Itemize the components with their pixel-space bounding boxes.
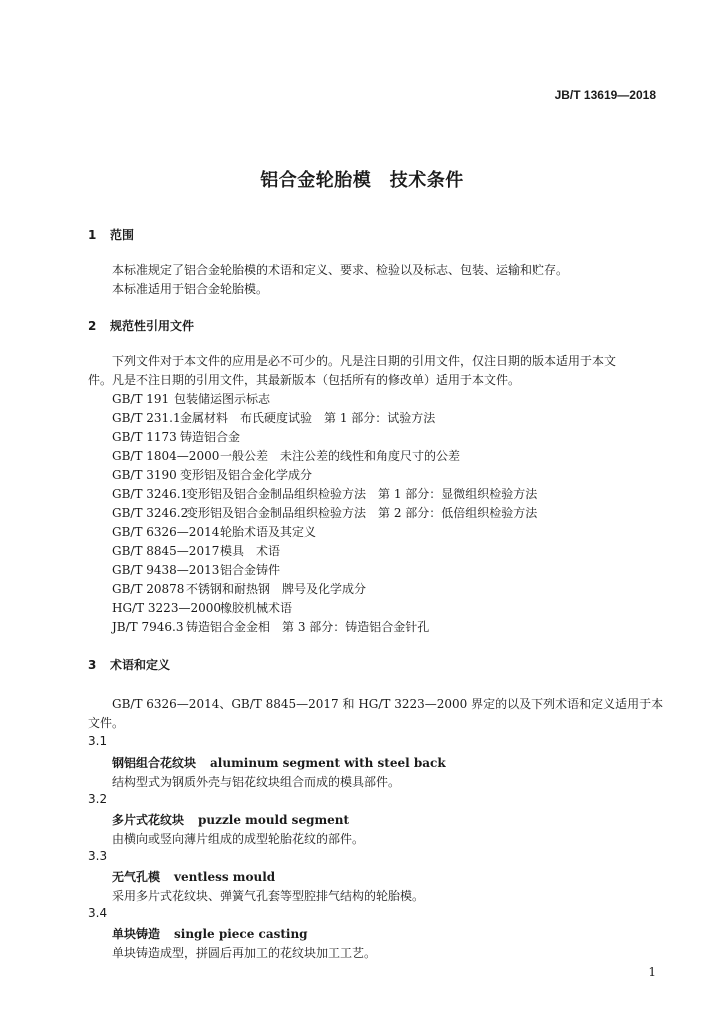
- paragraph: 下列文件对于本文件的应用是必不可少的。凡是注日期的引用文件，仅注日期的版本适用于本文: [112, 354, 617, 368]
- reference-title: 金属材料 布氏硬度试验 第 1 部分：试验方法: [180, 411, 436, 425]
- section-2-heading: [88, 317, 194, 334]
- term-english: single piece casting: [174, 927, 308, 941]
- term-chinese: 多片式花纹块: [112, 813, 185, 827]
- reference-item: [112, 466, 312, 483]
- reference-code: HG/T 3223—2000: [112, 601, 221, 615]
- standard-number: JB/T 13619—2018: [554, 88, 656, 102]
- reference-item: [112, 485, 537, 502]
- reference-code: GB/T 20878: [112, 582, 185, 596]
- reference-code: GB/T 3246.2: [112, 506, 189, 520]
- reference-item: [112, 523, 316, 540]
- paragraph: 件。凡是不注日期的引用文件，其最新版本（包括所有的修改单）适用于本文件。: [88, 373, 521, 387]
- reference-code: GB/T 191: [112, 392, 170, 406]
- term-english: ventless mould: [174, 870, 276, 884]
- term-number: 3.2: [88, 792, 108, 806]
- reference-code: GB/T 1804—2000: [112, 449, 220, 463]
- reference-item: [112, 542, 280, 559]
- section-number: 2: [88, 319, 97, 333]
- section-title: 术语和定义: [110, 658, 171, 672]
- term-definition: 采用多片式花纹块、弹簧气孔套等型腔排气结构的轮胎模。: [112, 889, 425, 903]
- reference-title: 包装储运图示标志: [174, 392, 271, 406]
- reference-item: [112, 409, 435, 426]
- reference-code: GB/T 231.1: [112, 411, 181, 425]
- paragraph: 本标准适用于铝合金轮胎模。: [112, 282, 269, 296]
- term-definition: 结构型式为钢质外壳与铝花纹块组合而成的模具部件。: [112, 775, 401, 789]
- term-chinese: 无气孔模: [112, 870, 161, 884]
- term-english: puzzle mould segment: [198, 813, 350, 827]
- reference-item: [112, 599, 292, 616]
- term-heading: [112, 754, 446, 771]
- section-1-heading: [88, 226, 134, 243]
- term-heading: [112, 868, 275, 885]
- reference-code: GB/T 8845—2017: [112, 544, 220, 558]
- section-title: 规范性引用文件: [110, 319, 195, 333]
- reference-item: [112, 428, 240, 445]
- reference-title: 轮胎术语及其定义: [220, 525, 317, 539]
- section-3-heading: [88, 656, 170, 673]
- reference-item: [112, 390, 270, 407]
- section-number: 1: [88, 228, 97, 242]
- section-number: 3: [88, 658, 97, 672]
- reference-code: GB/T 3246.1: [112, 487, 189, 501]
- paragraph: 文件。: [88, 716, 125, 730]
- reference-title: 铝合金铸件: [220, 563, 281, 577]
- reference-title: 铸造铝合金金相 第 3 部分：铸造铝合金针孔: [186, 620, 430, 634]
- page-number: 1: [648, 965, 656, 979]
- reference-item: [112, 447, 460, 464]
- reference-title: 变形铝及铝合金制品组织检验方法 第 1 部分：显微组织检验方法: [186, 487, 538, 501]
- term-number: 3.4: [88, 906, 108, 920]
- term-definition: 单块铸造成型，拼圆后再加工的花纹块加工工艺。: [112, 946, 377, 960]
- reference-item: [112, 618, 429, 635]
- reference-title: 变形铝及铝合金化学成分: [180, 468, 313, 482]
- reference-title: 铸造铝合金: [180, 430, 241, 444]
- paragraph: GB/T 6326—2014、GB/T 8845—2017 和 HG/T 3223—2000 界定的以及下列术语和定义适用于本: [112, 697, 664, 711]
- reference-code: GB/T 6326—2014: [112, 525, 220, 539]
- reference-code: JB/T 7946.3: [112, 620, 184, 634]
- reference-code: GB/T 1173: [112, 430, 177, 444]
- reference-code: GB/T 9438—2013: [112, 563, 220, 577]
- reference-title: 模具 术语: [220, 544, 281, 558]
- reference-item: [112, 504, 537, 521]
- term-number: 3.1: [88, 734, 108, 748]
- term-heading: [112, 811, 349, 828]
- term-definition: 由横向或竖向薄片组成的成型轮胎花纹的部件。: [112, 832, 365, 846]
- reference-item: [112, 561, 280, 578]
- term-number: 3.3: [88, 849, 108, 863]
- paragraph: 本标准规定了铝合金轮胎模的术语和定义、要求、检验以及标志、包装、运输和贮存。: [112, 263, 569, 277]
- term-chinese: 钢铝组合花纹块: [112, 756, 197, 770]
- reference-title: 变形铝及铝合金制品组织检验方法 第 2 部分：低倍组织检验方法: [186, 506, 538, 520]
- term-english: aluminum segment with steel back: [210, 756, 446, 770]
- reference-title: 一般公差 未注公差的线性和角度尺寸的公差: [220, 449, 461, 463]
- term-heading: [112, 925, 308, 942]
- reference-title: 橡胶机械术语: [220, 601, 293, 615]
- document-title: 铝合金轮胎模 技术条件: [260, 170, 464, 191]
- section-title: 范围: [110, 228, 135, 242]
- reference-code: GB/T 3190: [112, 468, 177, 482]
- reference-item: [112, 580, 366, 597]
- reference-title: 不锈钢和耐热钢 牌号及化学成分: [186, 582, 367, 596]
- term-chinese: 单块铸造: [112, 927, 161, 941]
